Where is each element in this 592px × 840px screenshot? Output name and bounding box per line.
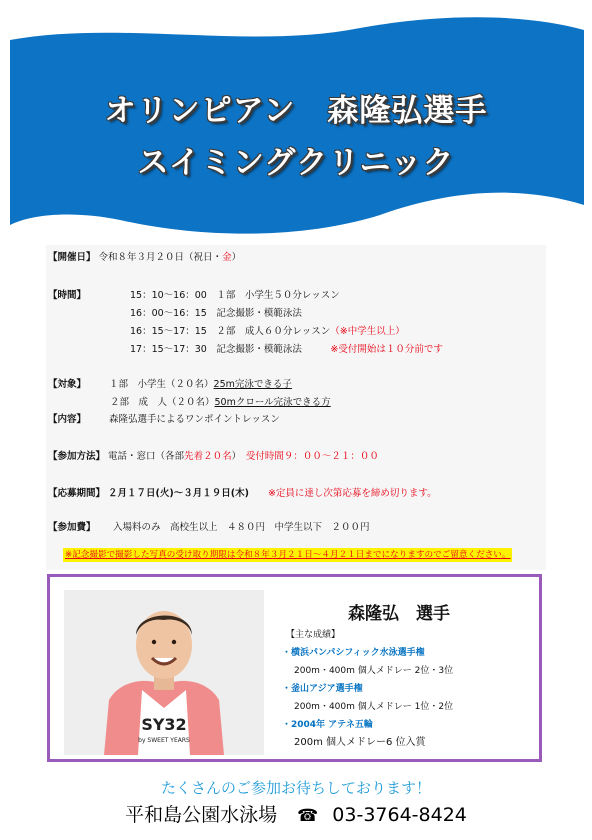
shirt-text: SY32 xyxy=(141,715,187,734)
content-label: 【内容】 xyxy=(48,414,87,425)
period-text: ２月１７日(火)～３月１９日(木) xyxy=(108,488,249,499)
time-row xyxy=(130,326,405,338)
time-label: 【時間】 xyxy=(48,290,87,301)
target-line2-condition: 50mクロール完泳できる方 xyxy=(214,397,331,408)
time-label-row xyxy=(48,290,86,302)
target-row-2 xyxy=(110,397,331,409)
period-label: 【応募期間】 xyxy=(48,488,106,499)
content-row xyxy=(48,414,280,426)
fee-label: 【参加費】 xyxy=(48,522,96,533)
time-row xyxy=(130,344,443,356)
phone-icon: ☎ xyxy=(297,806,319,826)
achievements-label: 【主な成績】 xyxy=(286,630,341,640)
apply-close: ） xyxy=(231,451,237,462)
target-line1-prefix: １部 小学生（２０名） xyxy=(109,379,214,390)
date-label: 【開催日】 xyxy=(48,252,96,263)
athlete-profile-box xyxy=(47,574,542,762)
athlete-portrait-illustration xyxy=(64,590,264,755)
athlete-photo xyxy=(64,590,264,755)
achievement-title: ・横浜パンパシフィック水泳選手権 xyxy=(282,648,425,658)
time-slot: 16：00～16：15 xyxy=(130,308,207,319)
apply-row xyxy=(48,451,379,463)
time-slot: 17：15～17：30 xyxy=(130,344,207,355)
time-desc: 記念撮影・模範泳法 xyxy=(216,308,302,319)
time-note: （※中学生以上） xyxy=(330,326,405,337)
target-line2-prefix: ２部 成 人（２０名） xyxy=(110,397,215,408)
time-desc: ２部 成人６０分レッスン xyxy=(216,326,331,337)
apply-label: 【参加方法】 xyxy=(48,451,106,462)
date-weekday: 金 xyxy=(222,252,232,263)
achievement-title: ・2004年 アテネ五輪 xyxy=(282,720,373,730)
time-row xyxy=(130,290,340,302)
date-text: 令和８年３月２０日（祝日・ xyxy=(98,252,223,263)
date-close: ） xyxy=(231,252,242,263)
venue-name: 平和島公園水泳場 xyxy=(125,804,278,826)
time-slot: 15：10～16：00 xyxy=(130,290,207,301)
apply-text: 電話・窓口（各部 xyxy=(108,451,185,462)
time-row xyxy=(130,308,302,320)
time-note: ※受付開始は１０分前です xyxy=(330,344,443,355)
achievement-detail: 200m 個人メドレー6 位入賞 xyxy=(294,737,426,748)
content-text: 森隆弘選手によるワンポイントレッスン xyxy=(109,414,280,425)
venue-contact xyxy=(0,800,592,827)
apply-first-come: 先着２０名 xyxy=(184,451,232,462)
invitation-message: たくさんのご参加お待ちしております！ xyxy=(160,779,431,797)
title-banner xyxy=(0,0,592,250)
shirt-subtext: by SWEET YEARS xyxy=(138,737,190,744)
achievement-detail: 200m・400m 個人メドレー 1位・2位 xyxy=(294,702,454,712)
target-line1-condition: 25m完泳できる子 xyxy=(213,379,292,390)
fee-row xyxy=(48,522,370,534)
time-desc: 記念撮影・模範泳法 xyxy=(216,344,302,355)
time-desc: １部 小学生５０分レッスン xyxy=(216,290,340,301)
banner-subtitle: スイミングクリニック xyxy=(137,145,455,181)
photo-notice: ※記念撮影で撮影した写真の受け取り期限は令和８年３月２１日～４月２１日までになりますのでご留意ください。 xyxy=(65,550,511,560)
target-row xyxy=(48,379,292,391)
period-note: ※定員に達し次第応募を締め切ります。 xyxy=(267,488,437,499)
time-slot: 16：15～17：15 xyxy=(130,326,207,337)
phone-number: 03-3764-8424 xyxy=(332,804,467,826)
achievement-title: ・釜山アジア選手権 xyxy=(282,684,363,694)
apply-hours: 受付時間９：００～２１：００ xyxy=(245,451,379,462)
fee-text: 入場料のみ 高校生以上 ４８０円 中学生以下 ２００円 xyxy=(113,522,370,533)
period-row xyxy=(48,488,437,500)
athlete-name: 森隆弘 選手 xyxy=(348,604,450,624)
date-row xyxy=(48,252,241,264)
banner-title: オリンピアン 森隆弘選手 xyxy=(104,93,488,129)
achievement-detail: 200m・400m 個人メドレー 2位・3位 xyxy=(294,666,454,676)
target-label: 【対象】 xyxy=(48,379,87,390)
